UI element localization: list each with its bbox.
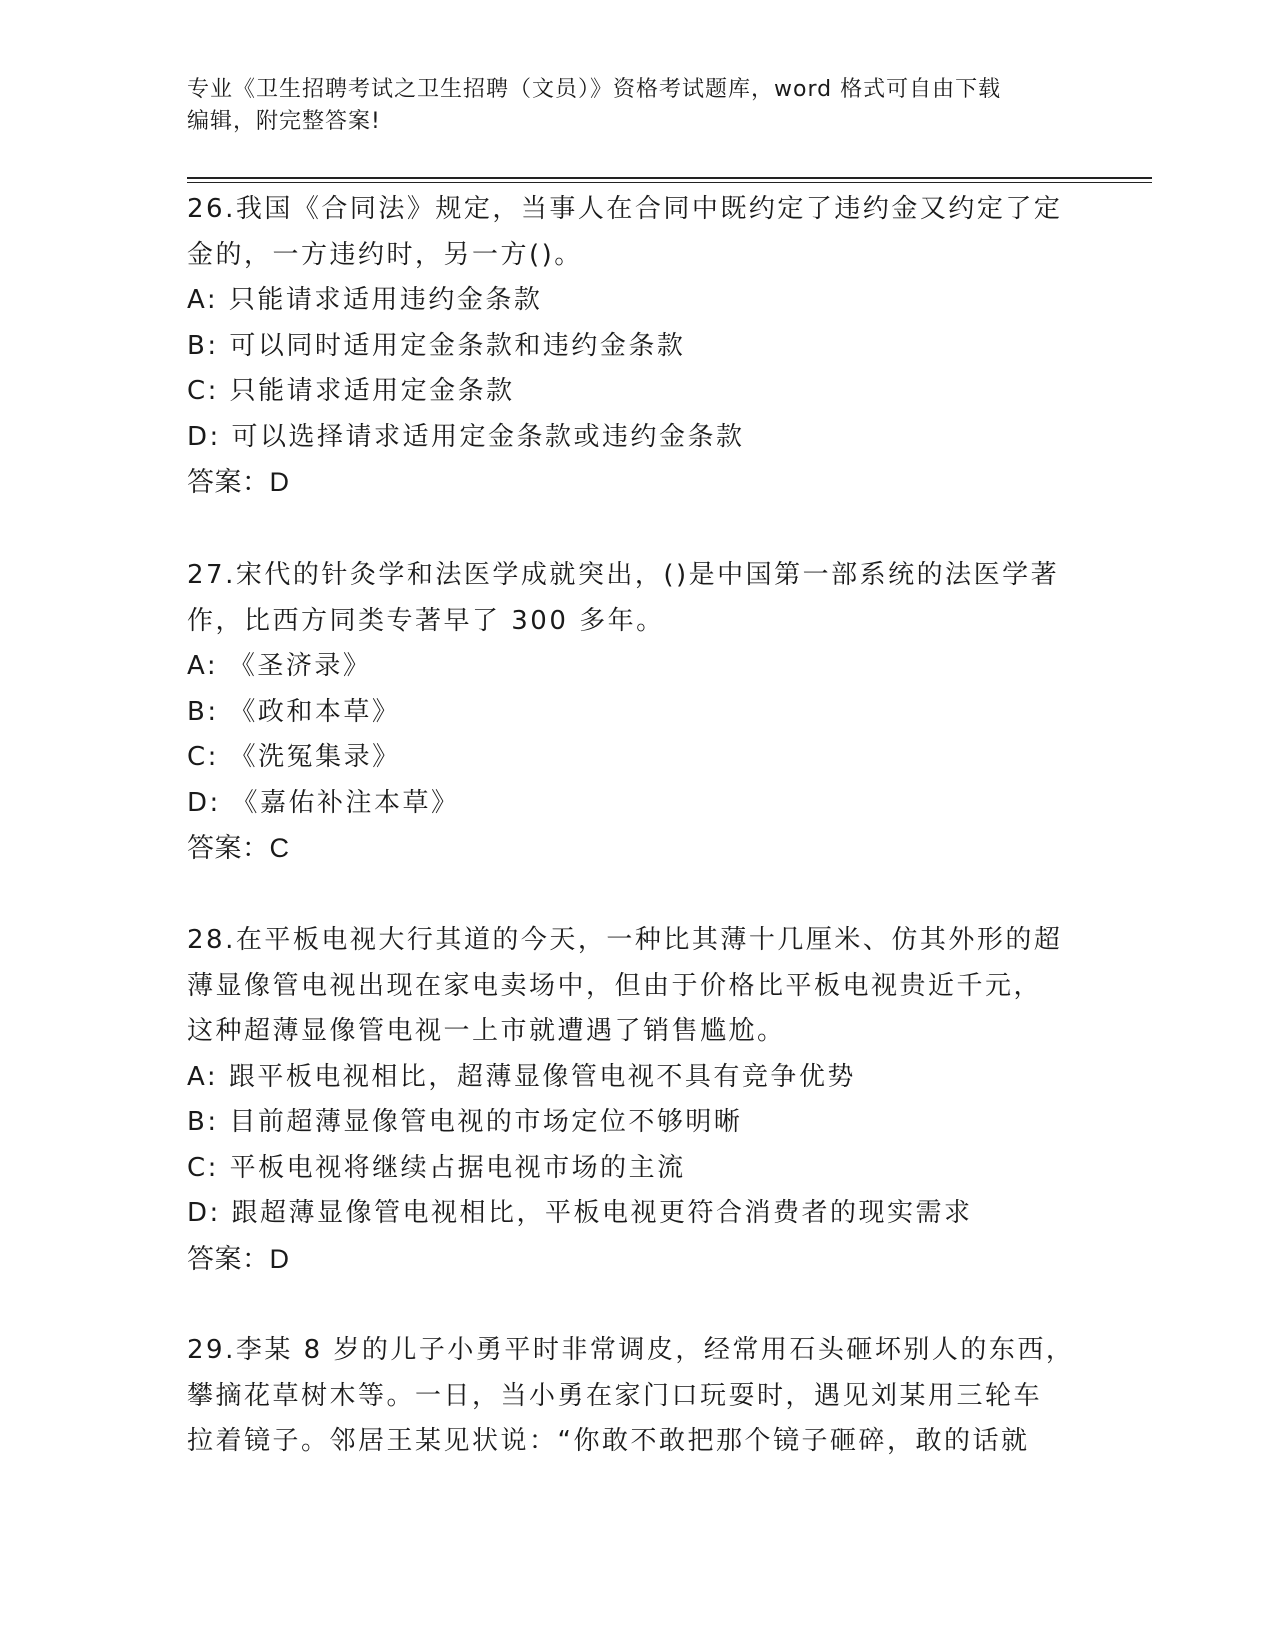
option-b: B: 目前超薄显像管电视的市场定位不够明晰 bbox=[187, 1107, 743, 1137]
question-stem-line: 拉着镜子。邻居王某见状说：“你敢不敢把那个镜子砸碎，敢的话就 bbox=[187, 1426, 1030, 1456]
option-a: A: 《圣济录》 bbox=[187, 651, 372, 681]
question-stem-line: 29.李某 8 岁的儿子小勇平时非常调皮，经常用石头砸坏别人的东西， bbox=[187, 1335, 1075, 1365]
option-d: D: 跟超薄显像管电视相比，平板电视更符合消费者的现实需求 bbox=[187, 1198, 973, 1228]
option-c: C: 只能请求适用定金条款 bbox=[187, 376, 515, 406]
question-26 bbox=[187, 187, 1087, 506]
answer: 答案：D bbox=[187, 1243, 290, 1274]
question-stem-line: 27.宋代的针灸学和法医学成就突出，()是中国第一部系统的法医学著 bbox=[187, 560, 1060, 590]
option-b: B: 可以同时适用定金条款和违约金条款 bbox=[187, 330, 686, 361]
header-divider-thick bbox=[187, 177, 1152, 179]
answer: 答案：D bbox=[187, 467, 290, 497]
option-b: B: 《政和本草》 bbox=[187, 696, 401, 727]
answer: 答案：C bbox=[187, 833, 290, 863]
option-c: C: 《洗冤集录》 bbox=[187, 742, 401, 772]
question-stem-line: 26.我国《合同法》规定，当事人在合同中既约定了违约金又约定了定 bbox=[187, 194, 1063, 224]
option-a: A: 只能请求适用违约金条款 bbox=[187, 285, 543, 315]
question-stem-line: 薄显像管电视出现在家电卖场中，但由于价格比平板电视贵近千元， bbox=[187, 970, 1043, 1001]
question-stem-line: 这种超薄显像管电视一上市就遭遇了销售尴尬。 bbox=[187, 1016, 786, 1046]
option-d: D: 《嘉佑补注本草》 bbox=[187, 787, 460, 818]
header-line-1: 专业《卫生招聘考试之卫生招聘（文员）》资格考试题库，word 格式可自由下载 bbox=[187, 77, 1002, 102]
question-29 bbox=[187, 1328, 1087, 1465]
option-d: D: 可以选择请求适用定金条款或违约金条款 bbox=[187, 421, 745, 452]
header-divider-thin bbox=[187, 182, 1152, 183]
option-c: C: 平板电视将继续占据电视市场的主流 bbox=[187, 1152, 686, 1183]
question-28 bbox=[187, 918, 1087, 1282]
header-line-2: 编辑，附完整答案! bbox=[187, 109, 381, 134]
question-stem-line: 28.在平板电视大行其道的今天，一种比其薄十几厘米、仿其外形的超 bbox=[187, 925, 1063, 955]
question-stem-line: 作，比西方同类专著早了 300 多年。 bbox=[187, 605, 665, 636]
question-stem-line: 攀摘花草树木等。一日，当小勇在家门口玩耍时，遇见刘某用三轮车 bbox=[187, 1380, 1043, 1411]
question-27 bbox=[187, 553, 1087, 872]
document-header bbox=[187, 74, 1067, 138]
option-a: A: 跟平板电视相比，超薄显像管电视不具有竞争优势 bbox=[187, 1061, 856, 1092]
question-stem-line: 金的，一方违约时，另一方()。 bbox=[187, 239, 583, 270]
